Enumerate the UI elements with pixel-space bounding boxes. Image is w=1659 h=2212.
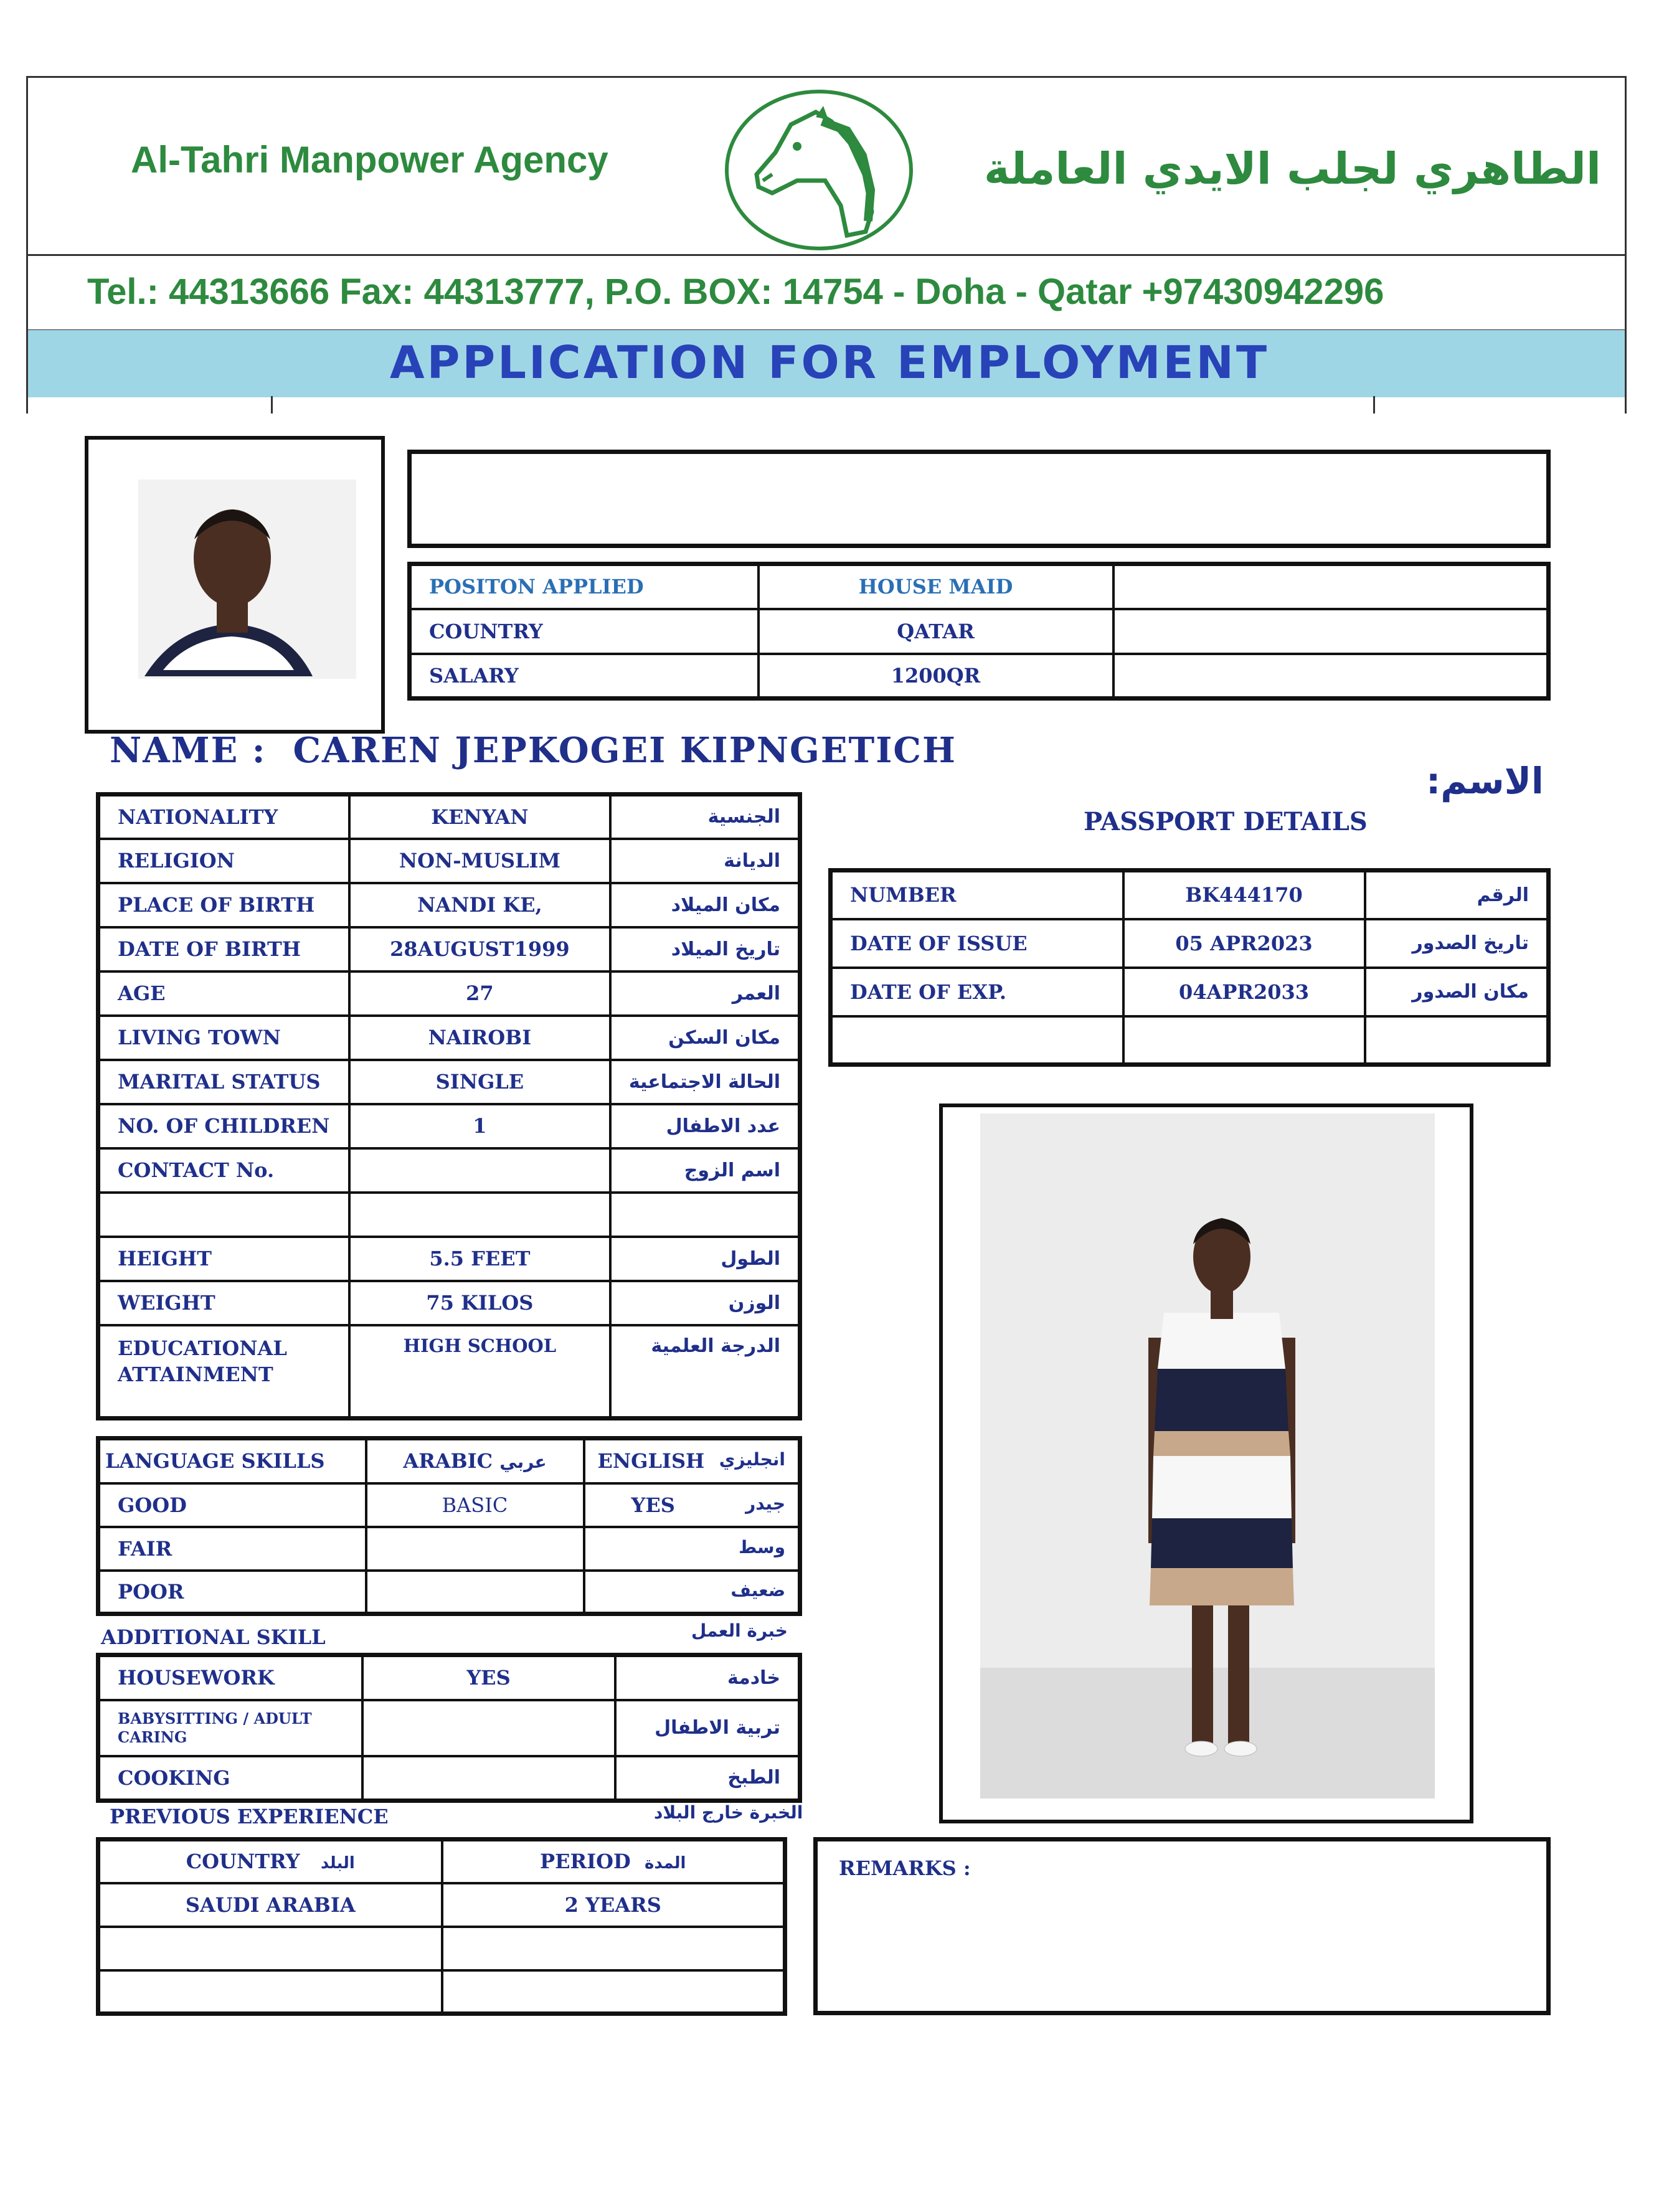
table-row: [98, 1883, 785, 1927]
additional-skill-title: ADDITIONAL SKILL: [101, 1625, 326, 1649]
country-extra: [1113, 609, 1549, 654]
position-table: [407, 562, 1551, 701]
personal-label: WEIGHT: [98, 1281, 349, 1325]
previous-experience-table: [96, 1837, 787, 2016]
table-row: [98, 1655, 800, 1700]
country-label: COUNTRY: [410, 609, 759, 654]
experience-period: [442, 1970, 785, 2014]
english-level-cell: [584, 1483, 800, 1527]
table-row: [98, 1193, 800, 1237]
personal-value: [349, 1193, 610, 1237]
arabic-level-value: BASIC: [366, 1483, 584, 1527]
arabic-level-value: [366, 1527, 584, 1571]
personal-label-ar: الحالة الاجتماعية: [610, 1060, 800, 1104]
previous-experience-title: PREVIOUS EXPERIENCE: [110, 1805, 389, 1828]
personal-label-ar: اسم الزوج: [610, 1148, 800, 1193]
table-row: [98, 1439, 800, 1483]
salary-label: SALARY: [410, 654, 759, 699]
personal-label: NO. OF CHILDREN: [98, 1104, 349, 1148]
passport-label: [831, 1016, 1123, 1065]
personal-label-ar: الجنسية: [610, 795, 800, 839]
arabic-column-header: [366, 1439, 584, 1483]
form-title: APPLICATION FOR EMPLOYMENT: [389, 336, 1270, 389]
agency-name-en: Al-Tahri Manpower Agency: [131, 139, 608, 181]
housework-value: YES: [362, 1655, 615, 1700]
education-label-line2: ATTAINMENT: [118, 1362, 273, 1386]
personal-label-ar: الوزن: [610, 1281, 800, 1325]
table-row: [98, 1104, 800, 1148]
education-label: [98, 1325, 349, 1419]
cooking-value: [362, 1756, 615, 1801]
table-row: [831, 919, 1549, 968]
table-row: [410, 609, 1549, 654]
personal-value: NON-MUSLIM: [349, 839, 610, 883]
table-row: [98, 1483, 800, 1527]
passport-value: BK444170: [1123, 871, 1365, 919]
education-label-line1: EDUCATIONAL: [118, 1336, 287, 1360]
table-row: [98, 795, 800, 839]
blank-header-box: [407, 450, 1551, 548]
english-level-cell: [584, 1527, 800, 1571]
table-row: [98, 1756, 800, 1801]
language-level-label: FAIR: [98, 1527, 366, 1571]
personal-label-ar: العمر: [610, 971, 800, 1016]
experience-country: [98, 1927, 442, 1970]
arabic-header-ar: عربي: [499, 1452, 547, 1473]
cooking-ar: الطبخ: [615, 1756, 800, 1801]
salary-extra: [1113, 654, 1549, 699]
table-row: [98, 1148, 800, 1193]
personal-label: NATIONALITY: [98, 795, 349, 839]
country-header-ar: البلد: [320, 1854, 355, 1873]
passport-label-ar: مكان الصدور: [1365, 968, 1549, 1016]
name-label: NAME :: [110, 730, 267, 771]
table-row: [98, 927, 800, 971]
table-row: [98, 1927, 785, 1970]
table-row: [98, 1325, 800, 1419]
passport-label-ar: الرقم: [1365, 871, 1549, 919]
table-row: [831, 1016, 1549, 1065]
name-label-ar: الاسم:: [1426, 760, 1544, 802]
language-skills-table: [96, 1436, 802, 1616]
additional-skill-title-ar: خبرة العمل: [691, 1620, 788, 1641]
housework-ar: خادمة: [615, 1655, 800, 1700]
passport-title: PASSPORT DETAILS: [1084, 807, 1368, 836]
position-label: POSITON APPLIED: [410, 564, 759, 609]
agency-name-ar: الطاهري لجلب الايدي العاملة: [984, 143, 1601, 194]
passport-label-ar: [1365, 1016, 1549, 1065]
table-row: [98, 1060, 800, 1104]
applicant-name: [110, 730, 957, 771]
personal-value: 27: [349, 971, 610, 1016]
passport-value: [1123, 1016, 1365, 1065]
country-value: QATAR: [759, 609, 1113, 654]
table-row: [98, 1840, 785, 1883]
personal-label: HEIGHT: [98, 1237, 349, 1281]
english-header-en: ENGLISH: [597, 1449, 705, 1473]
passport-value: 04APR2033: [1123, 968, 1365, 1016]
table-row: [98, 1237, 800, 1281]
table-row: [410, 564, 1549, 609]
experience-country-header: [98, 1840, 442, 1883]
language-level-ar: ضعيف: [730, 1579, 785, 1600]
english-level-value: YES: [631, 1493, 675, 1517]
table-row: [98, 1970, 785, 2014]
personal-label: [98, 1193, 349, 1237]
salary-value: 1200QR: [759, 654, 1113, 699]
personal-label-ar: تاريخ الميلاد: [610, 927, 800, 971]
english-level-cell: [584, 1571, 800, 1614]
babysitting-label-line1: BABYSITTING / ADULT: [118, 1709, 312, 1728]
arabic-header-en: ARABIC: [403, 1449, 493, 1473]
period-header-en: PERIOD: [540, 1850, 631, 1874]
english-column-header: [584, 1439, 800, 1483]
period-header-ar: المدة: [644, 1854, 686, 1873]
babysitting-ar: تربية الاطفال: [615, 1700, 800, 1756]
experience-country: [98, 1970, 442, 2014]
table-row: [98, 1700, 800, 1756]
personal-value: 1: [349, 1104, 610, 1148]
personal-value: SINGLE: [349, 1060, 610, 1104]
table-row: [98, 971, 800, 1016]
experience-period-header: [442, 1840, 785, 1883]
remarks-box: [813, 1837, 1551, 2015]
position-extra: [1113, 564, 1549, 609]
english-header-ar: انجليزي: [719, 1449, 785, 1470]
experience-period: [442, 1927, 785, 1970]
passport-value: 05 APR2023: [1123, 919, 1365, 968]
personal-value: [349, 1148, 610, 1193]
housework-label: HOUSEWORK: [98, 1655, 362, 1700]
additional-skill-table: [96, 1653, 802, 1803]
experience-country: SAUDI ARABIA: [98, 1883, 442, 1927]
cooking-label: COOKING: [98, 1756, 362, 1801]
name-value: CAREN JEPKOGEI KIPNGETICH: [293, 730, 957, 771]
remarks-label: REMARKS :: [839, 1856, 971, 1880]
horse-head-logo-icon: [722, 87, 915, 253]
babysitting-label-line2: CARING: [118, 1728, 187, 1746]
personal-value: 28AUGUST1999: [349, 927, 610, 971]
education-value: HIGH SCHOOL: [349, 1325, 610, 1419]
personal-label-ar: الطول: [610, 1237, 800, 1281]
portrait-image: [88, 440, 381, 730]
personal-label: AGE: [98, 971, 349, 1016]
personal-label-ar: [610, 1193, 800, 1237]
passport-label: DATE OF EXP.: [831, 968, 1123, 1016]
education-ar: الدرجة العلمية: [610, 1325, 800, 1419]
table-row: [410, 654, 1549, 699]
passport-label: DATE OF ISSUE: [831, 919, 1123, 968]
passport-label: NUMBER: [831, 871, 1123, 919]
personal-value: 5.5 FEET: [349, 1237, 610, 1281]
personal-value: KENYAN: [349, 795, 610, 839]
personal-label-ar: الديانة: [610, 839, 800, 883]
personal-label: PLACE OF BIRTH: [98, 883, 349, 927]
personal-value: 75 KILOS: [349, 1281, 610, 1325]
language-skills-label: LANGUAGE SKILLS: [98, 1439, 366, 1483]
personal-label: CONTACT No.: [98, 1148, 349, 1193]
contact-line: Tel.: 44313666 Fax: 44313777, P.O. BOX: 14754 - Doha - Qatar +97430942296: [87, 272, 1384, 312]
personal-label: DATE OF BIRTH: [98, 927, 349, 971]
passport-label-ar: تاريخ الصدور: [1365, 919, 1549, 968]
personal-label: LIVING TOWN: [98, 1016, 349, 1060]
babysitting-value: [362, 1700, 615, 1756]
babysitting-label: [98, 1700, 362, 1756]
personal-label-ar: مكان الميلاد: [610, 883, 800, 927]
table-row: [98, 1281, 800, 1325]
header-strip: [26, 396, 1627, 414]
table-row: [831, 968, 1549, 1016]
table-row: [98, 1527, 800, 1571]
previous-experience-title-ar: الخبرة خارج البلاد: [654, 1802, 803, 1823]
portrait-photo: [85, 436, 385, 734]
experience-period: 2 YEARS: [442, 1883, 785, 1927]
personal-details-table: [96, 792, 802, 1420]
personal-label-ar: مكان السكن: [610, 1016, 800, 1060]
language-level-label: POOR: [98, 1571, 366, 1614]
full-body-photo: [939, 1104, 1473, 1823]
position-value: HOUSE MAID: [759, 564, 1113, 609]
table-row: [98, 883, 800, 927]
table-row: [831, 871, 1549, 919]
table-row: [98, 1571, 800, 1614]
personal-label-ar: عدد الاطفال: [610, 1104, 800, 1148]
personal-value: NAIROBI: [349, 1016, 610, 1060]
personal-label: RELIGION: [98, 839, 349, 883]
country-header-en: COUNTRY: [186, 1850, 300, 1874]
table-row: [98, 839, 800, 883]
personal-value: NANDI KE,: [349, 883, 610, 927]
arabic-level-value: [366, 1571, 584, 1614]
language-level-label: GOOD: [98, 1483, 366, 1527]
passport-table: [828, 868, 1551, 1067]
full-body-image: [943, 1107, 1470, 1820]
language-level-ar: جيدر: [745, 1493, 785, 1514]
language-level-ar: وسط: [739, 1536, 785, 1557]
personal-label: MARITAL STATUS: [98, 1060, 349, 1104]
table-row: [98, 1016, 800, 1060]
